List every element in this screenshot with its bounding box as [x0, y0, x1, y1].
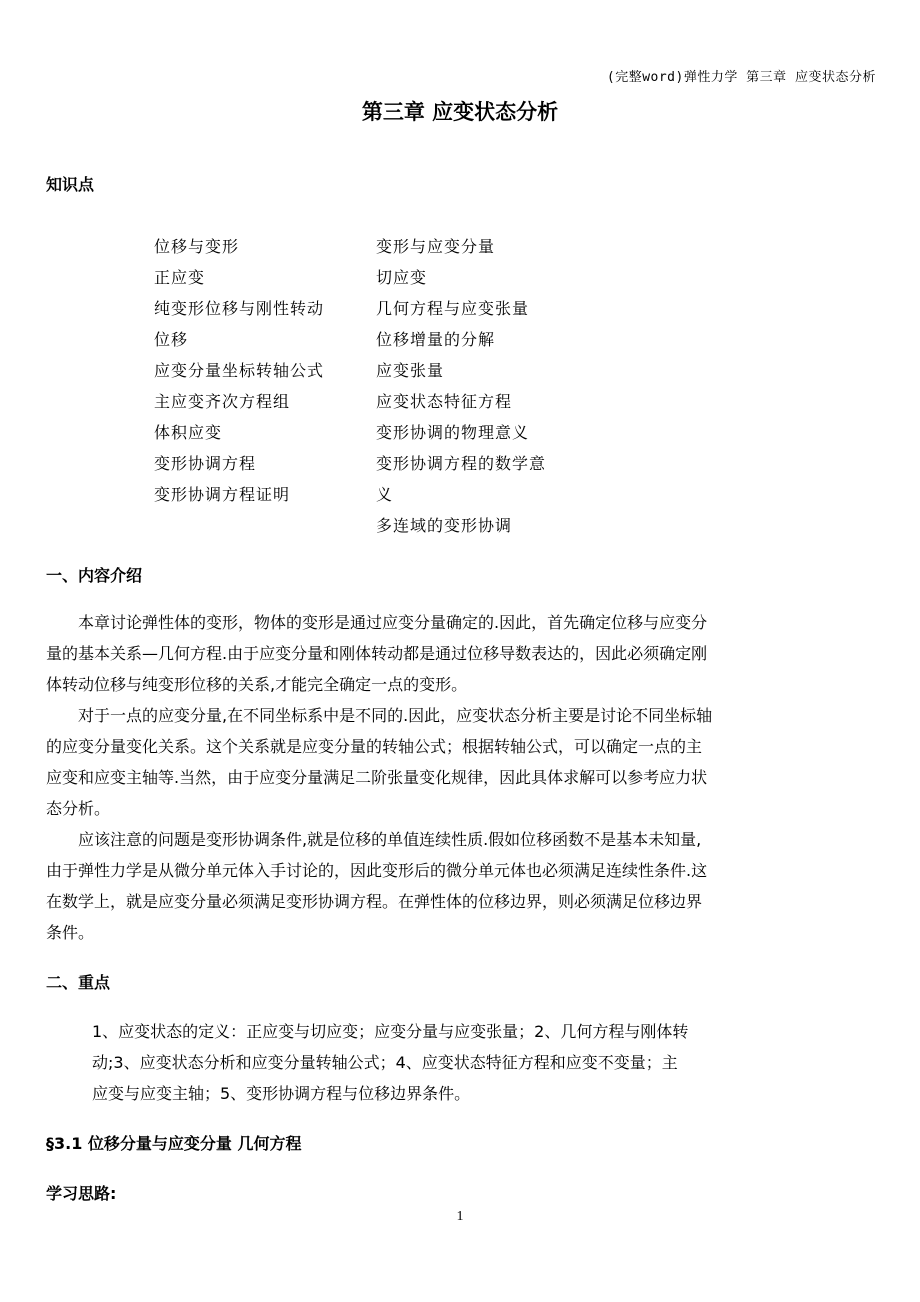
focus-line: 应变与应变主轴；5、变形协调方程与位移边界条件。 [92, 1084, 471, 1103]
paragraph-line: 应该注意的问题是变形协调条件,就是位移的单值连续性质.假如位移函数不是基本未知量, [78, 830, 702, 849]
knowledge-item: 义 [376, 485, 394, 504]
knowledge-item: 变形协调方程 [154, 454, 257, 473]
intro-paragraph [46, 607, 874, 948]
knowledge-item: 应变状态特征方程 [376, 392, 513, 411]
knowledge-heading: 知识点 [46, 175, 95, 194]
paragraph-line: 由于弹性力学是从微分单元体入手讨论的，因此变形后的微分单元体也必须满足连续性条件.这 [46, 861, 708, 880]
intro-heading: 一、内容介绍 [46, 566, 143, 585]
knowledge-item: 变形协调方程的数学意 [376, 454, 547, 473]
knowledge-item: 应变分量坐标转轴公式 [154, 361, 325, 380]
paragraph-line: 量的基本关系—几何方程.由于应变分量和刚体转动都是通过位移导数表达的，因此必须确定刚 [46, 644, 708, 663]
knowledge-item: 纯变形位移与刚性转动 [154, 299, 325, 318]
knowledge-item: 几何方程与应变张量 [376, 299, 530, 318]
paragraph-line: 的应变分量变化关系。这个关系就是应变分量的转轴公式；根据转轴公式，可以确定一点的主 [46, 737, 703, 756]
paragraph-line: 条件。 [46, 923, 95, 942]
paragraph-line: 态分析。 [46, 799, 111, 818]
knowledge-item: 位移增量的分解 [376, 330, 496, 349]
paragraph-line: 体转动位移与纯变形位移的关系,才能完全确定一点的变形。 [46, 675, 468, 694]
chapter-title: 第三章 应变状态分析 [361, 100, 559, 124]
knowledge-item: 多连域的变形协调 [376, 516, 513, 535]
section-heading: §3.1 位移分量与应变分量 几何方程 [46, 1134, 302, 1153]
knowledge-item: 应变张量 [376, 361, 445, 380]
study-heading: 学习思路: [46, 1184, 117, 1203]
knowledge-item: 位移 [154, 330, 189, 349]
focus-list [92, 1016, 852, 1109]
knowledge-item: 变形与应变分量 [376, 237, 496, 256]
paragraph-line: 应变和应变主轴等.当然，由于应变分量满足二阶张量变化规律，因此具体求解可以参考应力状 [46, 768, 708, 787]
knowledge-item: 主应变齐次方程组 [154, 392, 291, 411]
paragraph-line: 在数学上，就是应变分量必须满足变形协调方程。在弹性体的位移边界，则必须满足位移边界 [46, 892, 703, 911]
knowledge-item: 切应变 [376, 268, 428, 287]
focus-line: 1、应变状态的定义：正应变与切应变；应变分量与应变张量；2、几何方程与刚体转 [92, 1022, 689, 1041]
knowledge-item: 变形协调方程证明 [154, 485, 291, 504]
knowledge-item: 体积应变 [154, 423, 223, 442]
knowledge-item: 变形协调的物理意义 [376, 423, 530, 442]
focus-line: 动;3、应变状态分析和应变分量转轴公式；4、应变状态特征方程和应变不变量；主 [92, 1053, 678, 1072]
paragraph-line: 对于一点的应变分量,在不同坐标系中是不同的.因此，应变状态分析主要是讨论不同坐标轴 [78, 706, 713, 725]
running-header: (完整word)弹性力学 第三章 应变状态分析 [606, 70, 876, 85]
paragraph-line: 本章讨论弹性体的变形，物体的变形是通过应变分量确定的.因此，首先确定位移与应变分 [78, 613, 708, 632]
knowledge-item: 位移与变形 [154, 237, 240, 256]
knowledge-item: 正应变 [154, 268, 206, 287]
page-number: 1 [456, 1209, 464, 1224]
focus-heading: 二、重点 [46, 973, 111, 992]
